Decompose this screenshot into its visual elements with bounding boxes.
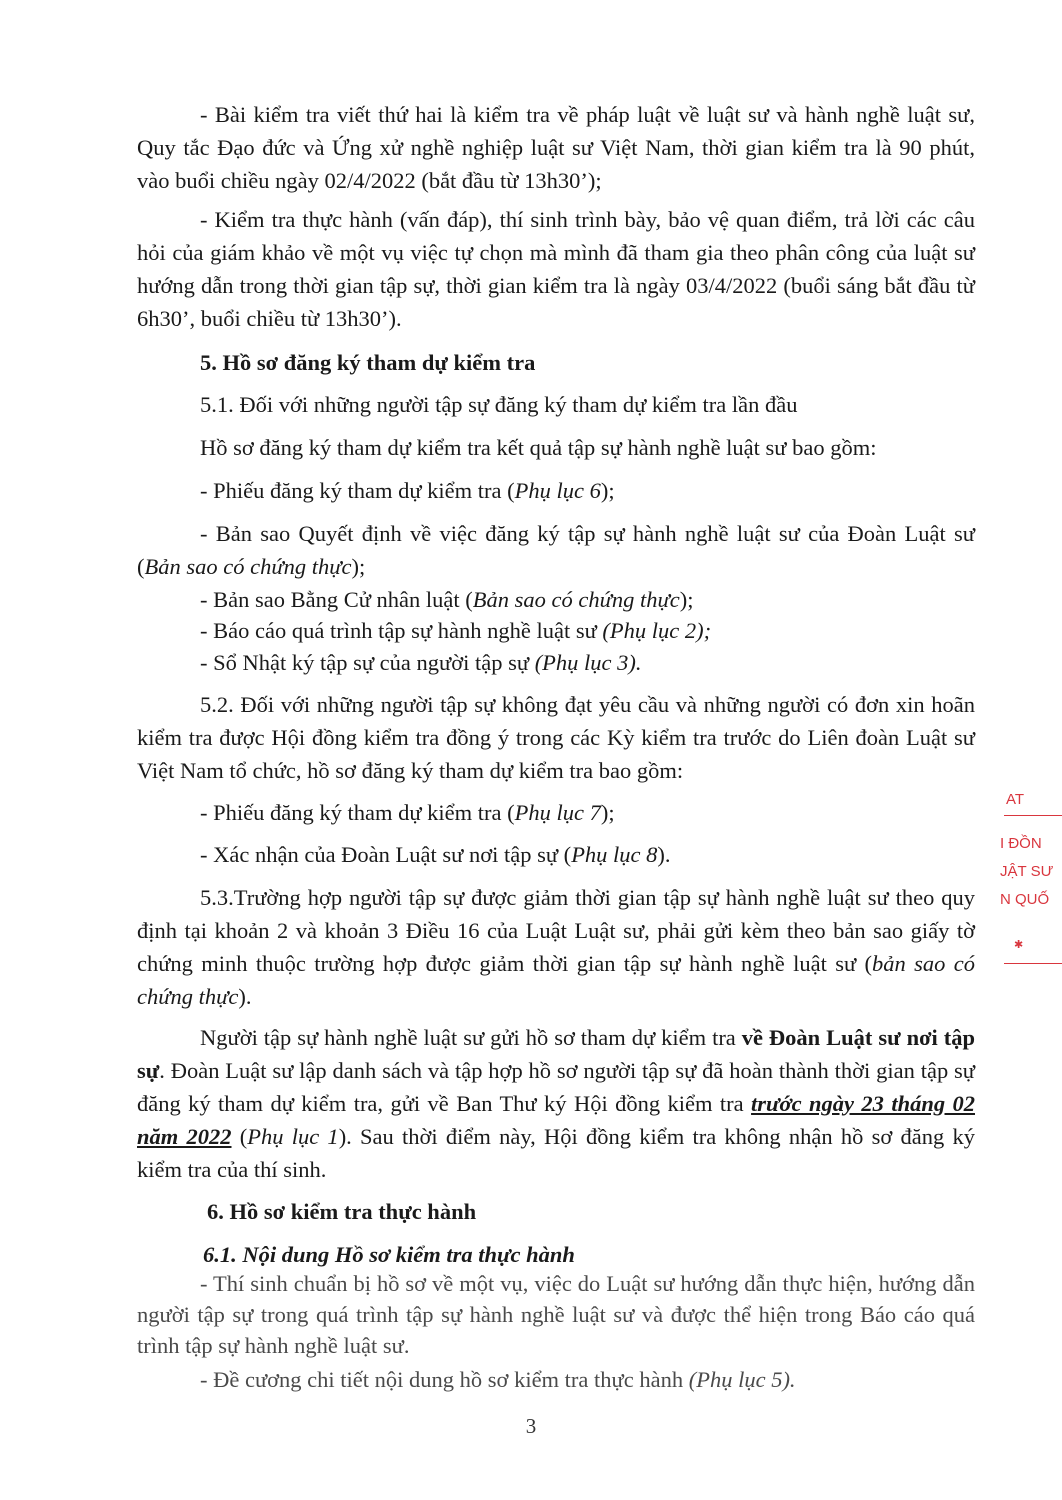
stamp-text-2: I ĐỒN (1000, 835, 1042, 852)
heading-section-5: 5. Hồ sơ đăng ký tham dự kiểm tra (200, 350, 536, 375)
list-item-registration-form: - Phiếu đăng ký tham dự kiểm tra (Phụ lục 6); (200, 478, 615, 503)
list-item-practice-report: - Báo cáo quá trình tập sự hành nghề luật sư (Phụ lục 2); (200, 618, 712, 643)
list-item-confirmation: - Xác nhận của Đoàn Luật sư nơi tập sự (Phụ lục 8). (200, 842, 671, 867)
stamp-text-4: N QUỐ (1000, 891, 1050, 908)
stamp-star-icon: ✱ (1014, 939, 1024, 951)
subheading-5-1: 5.1. Đối với những người tập sự đăng ký tham dự kiểm tra lần đầu (200, 392, 798, 417)
list-item-diary: - Sổ Nhật ký tập sự của người tập sự (Phụ lục 3). (200, 650, 642, 675)
list-item-decision-copy: - Bản sao Quyết định về việc đăng ký tập sự hành nghề luật sư của Đoàn Luật sư (Bản sao có chứng thực); (137, 521, 975, 579)
paragraph-5-1-intro: Hồ sơ đăng ký tham dự kiểm tra kết quả tập sự hành nghề luật sư bao gồm: (200, 435, 877, 460)
page-number: 3 (525, 1414, 537, 1438)
paragraph-practical-test: - Kiểm tra thực hành (vấn đáp), thí sinh trình bày, bảo vệ quan điểm, trả lời các câu hỏi của giám khảo về một vụ việc tự chọn mà mình đã tham gia theo phân công của luật sư hướng dẫn trong thời gian tập sự, thời gian kiểm tra là ngày 03/4/2022 (buổi sáng bắt đầu từ 6h30’, buổi chiều từ 13h30’). (137, 207, 975, 331)
stamp-text-1: AT (1006, 791, 1025, 808)
list-item-degree-copy: - Bản sao Bằng Cử nhân luật (Bản sao có chứng thực); (200, 587, 694, 612)
list-item-outline: - Đề cương chi tiết nội dung hồ sơ kiểm tra thực hành (Phụ lục 5). (200, 1367, 796, 1392)
subheading-6-1: 6.1. Nội dung Hồ sơ kiểm tra thực hành (203, 1242, 575, 1267)
heading-section-6: 6. Hồ sơ kiểm tra thực hành (207, 1199, 477, 1224)
paragraph-written-test-2: - Bài kiểm tra viết thứ hai là kiểm tra về pháp luật về luật sư và hành nghề luật sư, Quy tắc Đạo đức và Ứng xử nghề nghiệp luật sư Việt Nam, thời gian kiểm tra là 90 phút, vào buổi chiều ngày 02/4/2022 (bắt đầu từ 13h30’); (137, 102, 975, 193)
subheading-5-2: 5.2. Đối với những người tập sự không đạt yêu cầu và những người có đơn xin hoãn kiểm tra được Hội đồng kiểm tra đồng ý trong các Kỳ kiểm tra trước do Liên đoàn Luật sư Việt Nam tổ chức, hồ sơ đăng ký tham dự kiểm tra bao gồm: (137, 692, 975, 783)
paragraph-submission: Người tập sự hành nghề luật sư gửi hồ sơ tham dự kiểm tra về Đoàn Luật sư nơi tập sự. Đoàn Luật sư lập danh sách và tập hợp hồ sơ người tập sự đã hoàn thành thời gian tập sự đăng ký tham dự kiểm tra, gửi về Ban Thư ký Hội đồng kiểm tra trước ngày 23 tháng 02 năm 2022 (Phụ lục 1). Sau thời điểm này, Hội đồng kiểm tra không nhận hồ sơ đăng ký kiểm tra của thí sinh. (137, 1025, 975, 1182)
paragraph-5-3: 5.3.Trường hợp người tập sự được giảm thời gian tập sự hành nghề luật sư theo quy định tại khoản 2 và khoản 3 Điều 16 của Luật Luật sư, phải gửi kèm theo bản sao giấy tờ chứng minh thuộc trường hợp được giảm thời gian tập sự hành nghề luật sư (bản sao có chứng thực). (137, 885, 975, 1009)
stamp-bottom-arc (1004, 963, 1062, 964)
red-seal-stamp (996, 785, 1062, 985)
list-item-case-file: - Thí sinh chuẩn bị hồ sơ về một vụ, việc do Luật sư hướng dẫn thực hiện, hướng dẫn người tập sự trong quá trình tập sự hành nghề luật sư và được thể hiện trong Báo cáo quá trình tập sự hành nghề luật sư. (137, 1271, 975, 1358)
stamp-text-3: JẬT SƯ (1000, 863, 1054, 880)
list-item-registration-form-7: - Phiếu đăng ký tham dự kiểm tra (Phụ lục 7); (200, 800, 615, 825)
stamp-divider (1004, 815, 1062, 816)
